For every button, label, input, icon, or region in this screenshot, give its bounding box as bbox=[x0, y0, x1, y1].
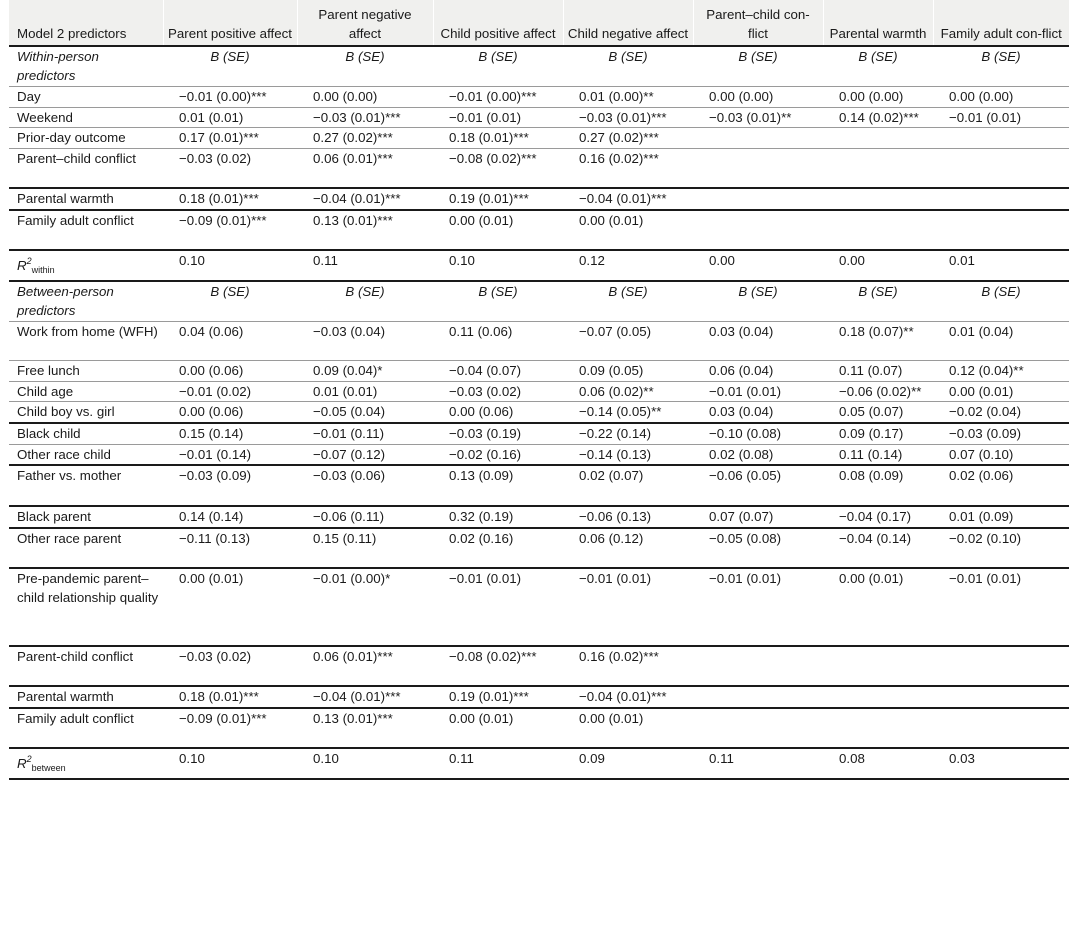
bse-column-label: B (SE) bbox=[981, 284, 1021, 300]
coefficient-cell bbox=[823, 210, 933, 250]
predictor-label: Work from home (WFH) bbox=[17, 323, 158, 339]
coefficient-cell: 0.18 (0.01)*** bbox=[179, 689, 259, 705]
coefficient-cell: 0.00 (0.01) bbox=[449, 213, 514, 229]
bse-column-label: B (SE) bbox=[478, 49, 518, 65]
coefficient-cell bbox=[933, 128, 1069, 149]
table-row bbox=[9, 423, 1069, 444]
coefficient-cell: 0.06 (0.04) bbox=[709, 362, 774, 378]
coefficient-cell: −0.04 (0.01)*** bbox=[579, 689, 667, 705]
coefficient-cell bbox=[693, 686, 823, 708]
coefficient-cell bbox=[823, 128, 933, 149]
header-parental-warmth: Parental warmth bbox=[823, 0, 933, 46]
coefficient-cell: 0.00 (0.01) bbox=[579, 710, 644, 726]
coefficient-cell: −0.04 (0.14) bbox=[839, 530, 912, 546]
coefficient-cell: 0.13 (0.01)*** bbox=[313, 710, 393, 726]
coefficient-cell: 0.00 (0.00) bbox=[709, 88, 774, 104]
r-squared-cell: 0.10 bbox=[449, 253, 475, 269]
section-header-row bbox=[9, 281, 1069, 321]
r-squared-cell: 0.11 bbox=[709, 751, 734, 767]
bse-column-label: B (SE) bbox=[345, 49, 385, 65]
coefficient-cell: 0.14 (0.14) bbox=[179, 508, 244, 524]
coefficient-cell: 0.14 (0.02)*** bbox=[839, 109, 919, 125]
table-row bbox=[9, 465, 1069, 505]
coefficient-cell: 0.03 (0.04) bbox=[709, 323, 774, 339]
coefficient-cell: 0.02 (0.16) bbox=[449, 530, 514, 546]
model2-regression-table bbox=[9, 0, 1069, 780]
table-row bbox=[9, 188, 1069, 210]
r-squared-label bbox=[9, 748, 163, 779]
coefficient-cell: 0.05 (0.07) bbox=[839, 404, 904, 420]
r-squared-row bbox=[9, 250, 1069, 281]
predictor-label: Free lunch bbox=[17, 362, 80, 378]
coefficient-cell: −0.03 (0.09) bbox=[949, 426, 1022, 442]
coefficient-cell: −0.01 (0.11) bbox=[313, 426, 385, 442]
bse-column-label: B (SE) bbox=[608, 49, 648, 65]
table-row bbox=[9, 148, 1069, 188]
bse-column-label: B (SE) bbox=[738, 49, 778, 65]
coefficient-cell: 0.06 (0.01)*** bbox=[313, 648, 393, 664]
r-superscript: 2 bbox=[26, 754, 32, 765]
coefficient-cell: −0.03 (0.19) bbox=[449, 426, 522, 442]
coefficient-cell: −0.03 (0.09) bbox=[179, 468, 252, 484]
table-row bbox=[9, 686, 1069, 708]
coefficient-cell: −0.01 (0.01) bbox=[949, 570, 1022, 586]
coefficient-cell: −0.07 (0.05) bbox=[579, 323, 652, 339]
coefficient-cell: −0.01 (0.01) bbox=[579, 570, 652, 586]
coefficient-cell: 0.01 (0.01) bbox=[179, 109, 244, 125]
coefficient-cell bbox=[693, 210, 823, 250]
coefficient-cell: 0.19 (0.01)*** bbox=[449, 689, 529, 705]
r-superscript: 2 bbox=[26, 256, 32, 267]
coefficient-cell: 0.18 (0.01)*** bbox=[449, 130, 529, 146]
coefficient-cell: −0.07 (0.12) bbox=[313, 446, 386, 462]
coefficient-cell bbox=[933, 148, 1069, 188]
coefficient-cell: −0.04 (0.01)*** bbox=[313, 689, 401, 705]
coefficient-cell: 0.07 (0.10) bbox=[949, 446, 1014, 462]
coefficient-cell: −0.06 (0.05) bbox=[709, 468, 782, 484]
coefficient-cell: 0.16 (0.02)*** bbox=[579, 648, 659, 664]
bse-column-label: B (SE) bbox=[738, 284, 778, 300]
coefficient-cell: −0.01 (0.14) bbox=[179, 446, 252, 462]
coefficient-cell: 0.03 (0.04) bbox=[709, 404, 774, 420]
r-squared-cell: 0.08 bbox=[839, 751, 865, 767]
table-row bbox=[9, 321, 1069, 360]
coefficient-cell: −0.03 (0.01)*** bbox=[579, 109, 667, 125]
coefficient-cell: −0.02 (0.16) bbox=[449, 446, 522, 462]
bse-column-label: B (SE) bbox=[858, 284, 898, 300]
coefficient-cell: 0.15 (0.14) bbox=[179, 426, 244, 442]
r-symbol: R bbox=[17, 258, 27, 274]
coefficient-cell: −0.04 (0.17) bbox=[839, 508, 912, 524]
coefficient-cell: −0.09 (0.01)*** bbox=[179, 213, 267, 229]
coefficient-cell: −0.01 (0.01) bbox=[949, 109, 1022, 125]
coefficient-cell: 0.06 (0.12) bbox=[579, 530, 644, 546]
coefficient-cell: 0.00 (0.01) bbox=[179, 570, 244, 586]
coefficient-cell: −0.06 (0.13) bbox=[579, 508, 652, 524]
coefficient-cell: 0.00 (0.01) bbox=[449, 710, 514, 726]
coefficient-cell: −0.08 (0.02)*** bbox=[449, 648, 537, 664]
coefficient-cell: 0.01 (0.09) bbox=[949, 508, 1014, 524]
coefficient-cell bbox=[933, 708, 1069, 748]
coefficient-cell: −0.01 (0.00)* bbox=[313, 570, 391, 586]
r-squared-cell: 0.01 bbox=[949, 253, 975, 269]
coefficient-cell: 0.00 (0.01) bbox=[949, 383, 1014, 399]
coefficient-cell: 0.15 (0.11) bbox=[313, 530, 377, 546]
coefficient-cell: −0.03 (0.04) bbox=[313, 323, 386, 339]
r-squared-cell: 0.00 bbox=[839, 253, 865, 269]
coefficient-cell: −0.01 (0.00)*** bbox=[179, 88, 267, 104]
coefficient-cell: −0.04 (0.01)*** bbox=[313, 191, 401, 207]
predictor-label: Child boy vs. girl bbox=[17, 404, 115, 420]
coefficient-cell: 0.00 (0.06) bbox=[179, 362, 244, 378]
coefficient-cell: −0.03 (0.01)** bbox=[709, 109, 792, 125]
bse-column-label: B (SE) bbox=[858, 49, 898, 65]
table-body bbox=[9, 46, 1069, 778]
coefficient-cell: −0.03 (0.01)*** bbox=[313, 109, 401, 125]
table-row bbox=[9, 360, 1069, 381]
coefficient-cell: 0.32 (0.19) bbox=[449, 508, 514, 524]
coefficient-cell: −0.04 (0.07) bbox=[449, 362, 522, 378]
table-row bbox=[9, 444, 1069, 465]
bse-column-label: B (SE) bbox=[608, 284, 648, 300]
section-label: Within-person predictors bbox=[17, 49, 99, 84]
coefficient-cell: −0.03 (0.02) bbox=[179, 150, 252, 166]
coefficient-cell bbox=[823, 686, 933, 708]
predictor-label: Day bbox=[17, 88, 41, 104]
coefficient-cell: 0.06 (0.02)** bbox=[579, 383, 654, 399]
coefficient-cell bbox=[933, 188, 1069, 210]
coefficient-cell: 0.00 (0.00) bbox=[949, 88, 1014, 104]
coefficient-cell bbox=[933, 210, 1069, 250]
table-row bbox=[9, 210, 1069, 250]
r-squared-cell: 0.10 bbox=[179, 253, 205, 269]
table-row bbox=[9, 646, 1069, 686]
coefficient-cell: −0.09 (0.01)*** bbox=[179, 710, 267, 726]
coefficient-cell: 0.11 (0.14) bbox=[839, 446, 903, 462]
predictor-label: Parental warmth bbox=[17, 689, 114, 705]
coefficient-cell: 0.18 (0.07)** bbox=[839, 323, 914, 339]
coefficient-cell: −0.01 (0.01) bbox=[709, 383, 782, 399]
table-row bbox=[9, 506, 1069, 528]
coefficient-cell: 0.09 (0.04)* bbox=[313, 362, 383, 378]
coefficient-cell: 0.27 (0.02)*** bbox=[579, 130, 659, 146]
coefficient-cell: 0.11 (0.06) bbox=[449, 323, 513, 339]
coefficient-cell bbox=[933, 646, 1069, 686]
coefficient-cell: 0.19 (0.01)*** bbox=[449, 191, 529, 207]
coefficient-cell: −0.14 (0.05)** bbox=[579, 404, 662, 420]
predictor-label: Father vs. mother bbox=[17, 468, 122, 484]
coefficient-cell: −0.02 (0.04) bbox=[949, 404, 1022, 420]
coefficient-cell: 0.01 (0.04) bbox=[949, 323, 1014, 339]
coefficient-cell bbox=[693, 128, 823, 149]
coefficient-cell: 0.02 (0.06) bbox=[949, 468, 1014, 484]
coefficient-cell: −0.10 (0.08) bbox=[709, 426, 782, 442]
coefficient-cell: −0.11 (0.13) bbox=[179, 530, 251, 546]
coefficient-cell bbox=[823, 646, 933, 686]
coefficient-cell: 0.16 (0.02)*** bbox=[579, 150, 659, 166]
coefficient-cell bbox=[693, 188, 823, 210]
coefficient-cell: 0.07 (0.07) bbox=[709, 508, 774, 524]
coefficient-cell: 0.13 (0.01)*** bbox=[313, 213, 393, 229]
coefficient-cell: 0.08 (0.09) bbox=[839, 468, 904, 484]
coefficient-cell: −0.01 (0.02) bbox=[179, 383, 252, 399]
r-squared-cell: 0.10 bbox=[179, 751, 205, 767]
coefficient-cell: 0.00 (0.06) bbox=[179, 404, 244, 420]
predictor-label: Other race child bbox=[17, 446, 111, 462]
table-row bbox=[9, 568, 1069, 646]
r-squared-cell: 0.10 bbox=[313, 751, 339, 767]
table-row bbox=[9, 708, 1069, 748]
table-row bbox=[9, 86, 1069, 107]
coefficient-cell bbox=[823, 188, 933, 210]
coefficient-cell: 0.00 (0.00) bbox=[313, 88, 378, 104]
coefficient-cell: −0.01 (0.00)*** bbox=[449, 88, 537, 104]
predictor-label: Weekend bbox=[17, 109, 73, 125]
coefficient-cell: −0.03 (0.06) bbox=[313, 468, 386, 484]
bse-column-label: B (SE) bbox=[345, 284, 385, 300]
coefficient-cell bbox=[823, 148, 933, 188]
predictor-label: Black parent bbox=[17, 508, 91, 524]
r-subscript: within bbox=[31, 265, 55, 276]
coefficient-cell bbox=[693, 646, 823, 686]
r-squared-cell: 0.12 bbox=[579, 253, 605, 269]
coefficient-cell: −0.05 (0.08) bbox=[709, 530, 782, 546]
r-squared-cell: 0.00 bbox=[709, 253, 735, 269]
r-squared-row bbox=[9, 748, 1069, 779]
bse-column-label: B (SE) bbox=[210, 49, 250, 65]
predictor-label: Child age bbox=[17, 383, 74, 399]
coefficient-cell: −0.05 (0.04) bbox=[313, 404, 386, 420]
r-squared-cell: 0.11 bbox=[313, 253, 338, 269]
coefficient-cell: −0.22 (0.14) bbox=[579, 426, 652, 442]
coefficient-cell bbox=[693, 148, 823, 188]
coefficient-cell: −0.03 (0.02) bbox=[449, 383, 522, 399]
coefficient-cell: 0.00 (0.01) bbox=[579, 213, 644, 229]
coefficient-cell bbox=[823, 708, 933, 748]
r-symbol: R bbox=[17, 756, 27, 772]
coefficient-cell: 0.04 (0.06) bbox=[179, 323, 244, 339]
predictor-label: Prior-day outcome bbox=[17, 130, 126, 146]
header-family-adult-conflict: Family adult con-flict bbox=[933, 0, 1069, 46]
coefficient-cell: 0.09 (0.17) bbox=[839, 426, 904, 442]
coefficient-cell: 0.11 (0.07) bbox=[839, 362, 903, 378]
coefficient-cell: −0.06 (0.11) bbox=[313, 508, 385, 524]
predictor-label: Parent–child conflict bbox=[17, 150, 136, 166]
table-row bbox=[9, 107, 1069, 128]
r-squared-cell: 0.03 bbox=[949, 751, 975, 767]
coefficient-cell: −0.01 (0.01) bbox=[449, 570, 522, 586]
bse-column-label: B (SE) bbox=[478, 284, 518, 300]
table-header-row bbox=[9, 0, 1069, 46]
r-squared-cell: 0.11 bbox=[449, 751, 474, 767]
section-label: Between-person predictors bbox=[17, 284, 114, 318]
coefficient-cell: 0.00 (0.01) bbox=[839, 570, 904, 586]
table-row bbox=[9, 528, 1069, 568]
bse-column-label: B (SE) bbox=[210, 284, 250, 300]
bse-column-label: B (SE) bbox=[981, 49, 1021, 65]
predictor-label: Other race parent bbox=[17, 530, 122, 546]
coefficient-cell: 0.18 (0.01)*** bbox=[179, 191, 259, 207]
coefficient-cell: −0.03 (0.02) bbox=[179, 648, 252, 664]
coefficient-cell bbox=[693, 708, 823, 748]
coefficient-cell: 0.00 (0.06) bbox=[449, 404, 514, 420]
coefficient-cell: 0.02 (0.08) bbox=[709, 446, 774, 462]
predictor-label: Family adult conflict bbox=[17, 710, 134, 726]
coefficient-cell: 0.13 (0.09) bbox=[449, 468, 514, 484]
section-header-row bbox=[9, 46, 1069, 86]
coefficient-cell: 0.27 (0.02)*** bbox=[313, 130, 393, 146]
coefficient-cell: −0.01 (0.01) bbox=[449, 109, 522, 125]
coefficient-cell: 0.12 (0.04)** bbox=[949, 362, 1024, 378]
predictor-label: Pre-pandemic parent–child relationship quality bbox=[17, 570, 159, 605]
r-subscript: between bbox=[31, 763, 66, 774]
header-child-positive-affect: Child positive affect bbox=[433, 0, 563, 46]
coefficient-cell: 0.02 (0.07) bbox=[579, 468, 644, 484]
header-parent-child-conflict: Parent–child con-flict bbox=[693, 0, 823, 46]
coefficient-cell: −0.01 (0.01) bbox=[709, 570, 782, 586]
r-squared-cell: 0.09 bbox=[579, 751, 605, 767]
header-child-negative-affect: Child negative affect bbox=[563, 0, 693, 46]
table-row bbox=[9, 128, 1069, 149]
r-squared-label bbox=[9, 250, 163, 281]
coefficient-cell: −0.06 (0.02)** bbox=[839, 383, 922, 399]
table-row bbox=[9, 402, 1069, 423]
coefficient-cell: −0.04 (0.01)*** bbox=[579, 191, 667, 207]
coefficient-cell: −0.02 (0.10) bbox=[949, 530, 1022, 546]
predictor-label: Parental warmth bbox=[17, 191, 114, 207]
header-parent-positive-affect: Parent positive affect bbox=[163, 0, 297, 46]
coefficient-cell: −0.08 (0.02)*** bbox=[449, 150, 537, 166]
coefficient-cell: 0.01 (0.00)** bbox=[579, 88, 654, 104]
coefficient-cell: 0.01 (0.01) bbox=[313, 383, 378, 399]
table-row bbox=[9, 381, 1069, 402]
predictor-label: Family adult conflict bbox=[17, 213, 134, 229]
predictor-label: Parent-child conflict bbox=[17, 648, 134, 664]
header-parent-negative-affect: Parent negative affect bbox=[297, 0, 433, 46]
coefficient-cell: 0.00 (0.00) bbox=[839, 88, 904, 104]
coefficient-cell: −0.14 (0.13) bbox=[579, 446, 652, 462]
coefficient-cell: 0.06 (0.01)*** bbox=[313, 150, 393, 166]
header-predictors: Model 2 predictors bbox=[17, 25, 127, 41]
coefficient-cell bbox=[933, 686, 1069, 708]
coefficient-cell: 0.09 (0.05) bbox=[579, 362, 644, 378]
predictor-label: Black child bbox=[17, 426, 81, 442]
coefficient-cell: 0.17 (0.01)*** bbox=[179, 130, 259, 146]
